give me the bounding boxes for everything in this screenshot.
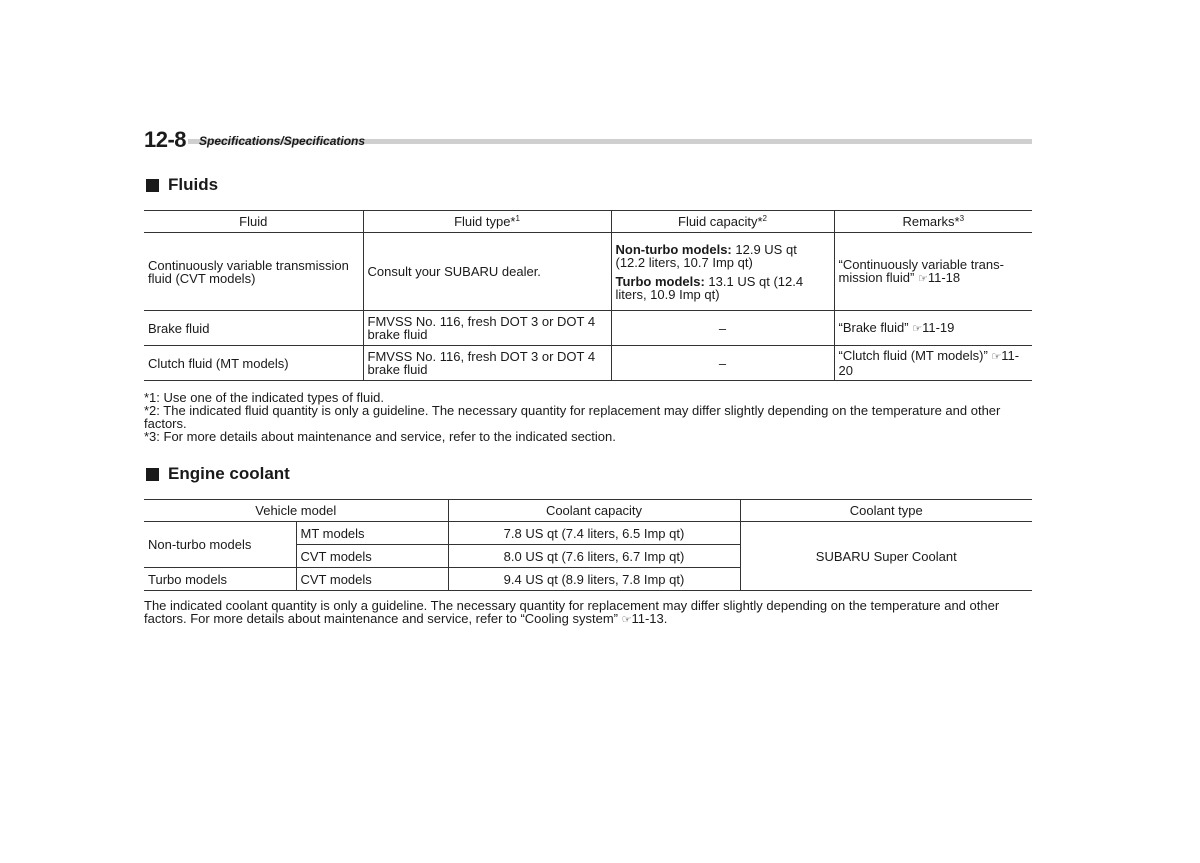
transmission-cell: CVT models: [296, 545, 448, 568]
fluid-type-cell: FMVSS No. 116, fresh DOT 3 or DOT 4 brake fluid: [363, 311, 611, 346]
fluid-cell: Continuously variable transmission fluid (CVT models): [144, 233, 363, 311]
fluid-type-cell: Consult your SUBARU dealer.: [363, 233, 611, 311]
col-remarks: Remarks*$^3$: [834, 211, 1032, 233]
vehicle-model-cell: Turbo models: [144, 568, 296, 591]
reference-icon: ☞: [621, 614, 632, 626]
reference-icon: ☞: [917, 272, 928, 285]
fluid-cell: Brake fluid: [144, 311, 363, 346]
col-coolant-type: Coolant type: [740, 500, 1032, 522]
footnote: *2: The indicated fluid quantity is only a guideline. The necessary quantity for replacement may differ slightly depending on the temperature and other factors.: [144, 403, 1001, 431]
page-number: 12-8: [144, 127, 187, 152]
col-fluid: Fluid: [144, 211, 363, 233]
fluids-footnotes: [144, 391, 1034, 443]
coolant-table: [144, 499, 1032, 591]
col-vehicle-model: Vehicle model: [144, 500, 448, 522]
reference-icon: ☞: [912, 322, 923, 335]
vehicle-model-cell: Non-turbo models: [144, 522, 296, 568]
col-fluid-type: Fluid type*$^1$: [363, 211, 611, 233]
coolant-title: Engine coolant: [168, 464, 290, 483]
coolant-type-cell: SUBARU Super Coolant: [740, 522, 1032, 591]
table-row: [144, 346, 1032, 381]
fluid-capacity-cell: Non-turbo models: 12.9 US qt (12.2 liters, 10.7 Imp qt) Turbo models: 13.1 US qt (12.4 liters, 10.9 Imp qt): [611, 233, 834, 311]
page-header: [144, 125, 1032, 151]
footnote: *3: For more details about maintenance and service, refer to the indicated section.: [144, 429, 616, 444]
fluids-title: Fluids: [168, 175, 219, 194]
fluid-type-cell: FMVSS No. 116, fresh DOT 3 or DOT 4 brake fluid: [363, 346, 611, 381]
col-fluid-capacity: Fluid capacity*$^2$: [611, 211, 834, 233]
fluids-table: [144, 210, 1032, 381]
fluid-cell: Clutch fluid (MT models): [144, 346, 363, 381]
fluids-header-row: [144, 211, 1032, 233]
coolant-capacity-cell: 8.0 US qt (7.6 liters, 6.7 Imp qt): [448, 545, 740, 568]
remarks-cell: “Continuously variable trans-mission fluid” ☞11-18: [834, 233, 1032, 311]
coolant-capacity-cell: 9.4 US qt (8.9 liters, 7.8 Imp qt): [448, 568, 740, 591]
transmission-cell: CVT models: [296, 568, 448, 591]
table-row: [144, 233, 1032, 311]
remarks-cell: “Brake fluid” ☞11-19: [834, 311, 1032, 346]
col-coolant-capacity: Coolant capacity: [448, 500, 740, 522]
coolant-note: The indicated coolant quantity is only a guideline. The necessary quantity for replacement may differ slightly depending on the temperature and other factors. For more details about maintenance and service, refer to “Cooling system” ☞11-13.: [144, 598, 1000, 626]
fluids-heading: [146, 175, 218, 195]
table-row: [144, 311, 1032, 346]
reference-icon: ☞: [991, 351, 1002, 363]
table-row: [144, 522, 1032, 545]
transmission-cell: MT models: [296, 522, 448, 545]
coolant-heading: [146, 464, 290, 484]
square-bullet-icon: [146, 179, 159, 192]
coolant-header-row: [144, 500, 1032, 522]
footnote: *1: Use one of the indicated types of fluid.: [144, 390, 384, 405]
remarks-cell: “Clutch fluid (MT models)” ☞11-20: [834, 346, 1032, 381]
coolant-capacity-cell: 7.8 US qt (7.4 liters, 6.5 Imp qt): [448, 522, 740, 545]
fluid-capacity-cell: –: [611, 346, 834, 381]
square-bullet-icon: [146, 468, 159, 481]
chapter-title: Specifications/Specifications: [199, 134, 366, 148]
fluid-capacity-cell: –: [611, 311, 834, 346]
